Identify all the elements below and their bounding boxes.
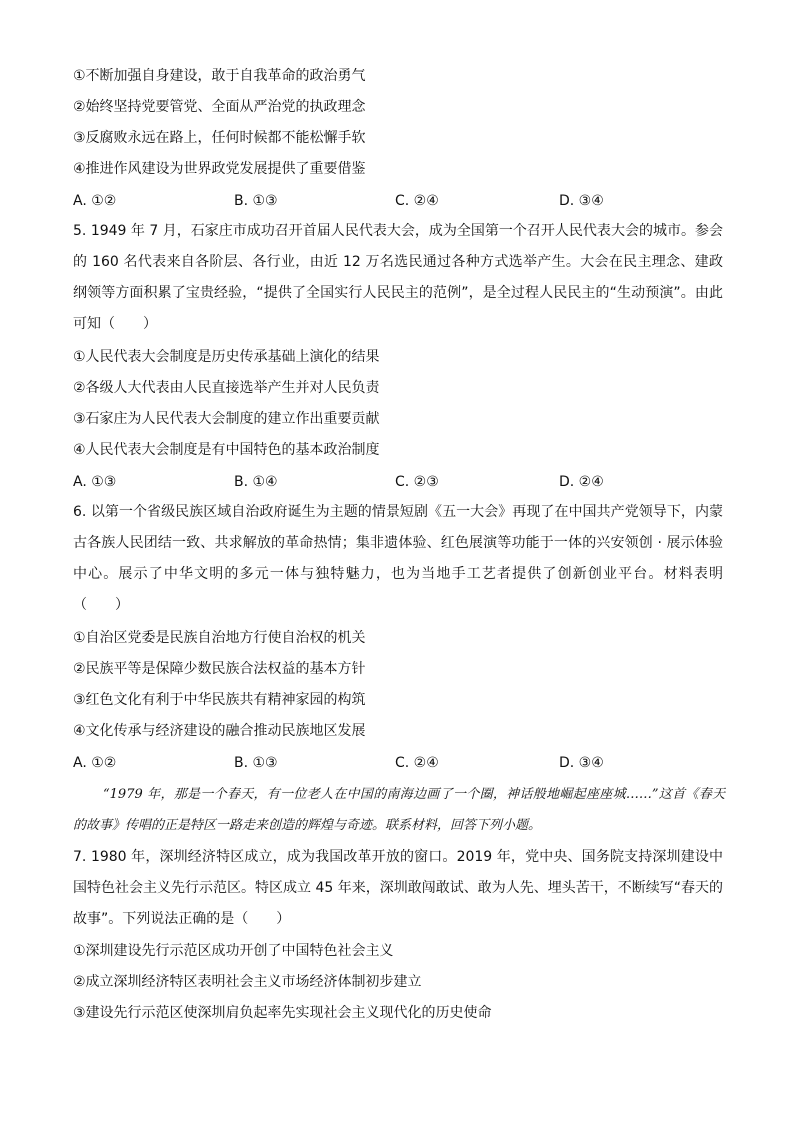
q5-item-1: ①人民代表大会制度是历史传承基础上演化的结果	[73, 349, 380, 365]
q5-option-b: B. ①④	[234, 474, 278, 490]
q7-item-2: ②成立深圳经济特区表明社会主义市场经济体制初步建立	[73, 974, 422, 990]
q7-item-3: ③建设先行示范区使深圳肩负起率先实现社会主义现代化的历史使命	[73, 1005, 492, 1021]
q6-option-c: C. ②④	[395, 755, 439, 771]
q7-item-1: ①深圳建设先行示范区成功开创了中国特色社会主义	[73, 943, 394, 959]
q6-item-4: ④文化传承与经济建设的融合推动民族地区发展	[73, 723, 366, 739]
q4-item-1: ①不断加强自身建设，敢于自我革命的政治勇气	[73, 68, 366, 84]
q4-option-b: B. ①③	[234, 193, 278, 209]
q6-stem: 6. 以第一个省级民族区域自治政府诞生为主题的情景短剧《五一大会》再现了在中国共产党领导下，内蒙古各族人民团结一致、共求解放的革命热情；集非遗体验、红色展演等功能于一体的兴安领创 · 展示体验中心。展示了中华文明的多元一体与独特魅力，也为当地手工艺者提供了创新创业平台。材料表明（ ）	[73, 504, 723, 613]
material-passage: “1979 年，那是一个春天，有一位老人在中国的南海边画了一个圈，神话般地崛起座座城……”这首《春天的故事》传唱的正是特区一路走来创造的辉煌与奇迹。联系材料，回答下列小题。	[73, 787, 725, 833]
q4-item-4: ④推进作风建设为世界政党发展提供了重要借鉴	[73, 161, 366, 177]
q4-option-d: D. ③④	[559, 193, 604, 209]
q5-option-a: A. ①③	[73, 474, 117, 490]
q5-stem: 5. 1949 年 7 月，石家庄市成功召开首届人民代表大会，成为全国第一个召开人民代表大会的城市。参会的 160 名代表来自各阶层、各行业，由近 12 万名选民通过各种方式选举产生。大会在民主理念、建政纲领等方面积累了宝贵经验，“提供了全国实行人民民主的范例”，是全过程人民民主的“生动预演”。由此可知（ ）	[73, 223, 723, 332]
q7-stem: 7. 1980 年，深圳经济特区成立，成为我国改革开放的窗口。2019 年，党中央、国务院支持深圳建设中国特色社会主义先行示范区。特区成立 45 年来，深圳敢闯敢试、敢为人先、埋头苦干，不断续写“春天的故事”。下列说法正确的是（ ）	[73, 849, 723, 927]
q4-item-3: ③反腐败永远在路上，任何时候都不能松懈手软	[73, 130, 366, 146]
q4-option-a: A. ①②	[73, 193, 117, 209]
q5-option-d: D. ②④	[559, 474, 604, 490]
q5-item-3: ③石家庄为人民代表大会制度的建立作出重要贡献	[73, 411, 380, 427]
q6-options	[73, 754, 723, 772]
q5-options	[73, 473, 723, 491]
q6-item-2: ②民族平等是保障少数民族合法权益的基本方针	[73, 661, 366, 677]
q6-option-a: A. ①②	[73, 755, 117, 771]
q5-item-2: ②各级人大代表由人民直接选举产生并对人民负责	[73, 380, 380, 396]
q4-option-c: C. ②④	[395, 193, 439, 209]
q6-option-b: B. ①③	[234, 755, 278, 771]
q4-item-2: ②始终坚持党要管党、全面从严治党的执政理念	[73, 99, 366, 115]
q4-options	[73, 192, 723, 210]
q6-item-1: ①自治区党委是民族自治地方行使自治权的机关	[73, 630, 366, 646]
q5-option-c: C. ②③	[395, 474, 439, 490]
q5-item-4: ④人民代表大会制度是有中国特色的基本政治制度	[73, 442, 380, 458]
q6-item-3: ③红色文化有利于中华民族共有精神家园的构筑	[73, 692, 366, 708]
q6-option-d: D. ③④	[559, 755, 604, 771]
